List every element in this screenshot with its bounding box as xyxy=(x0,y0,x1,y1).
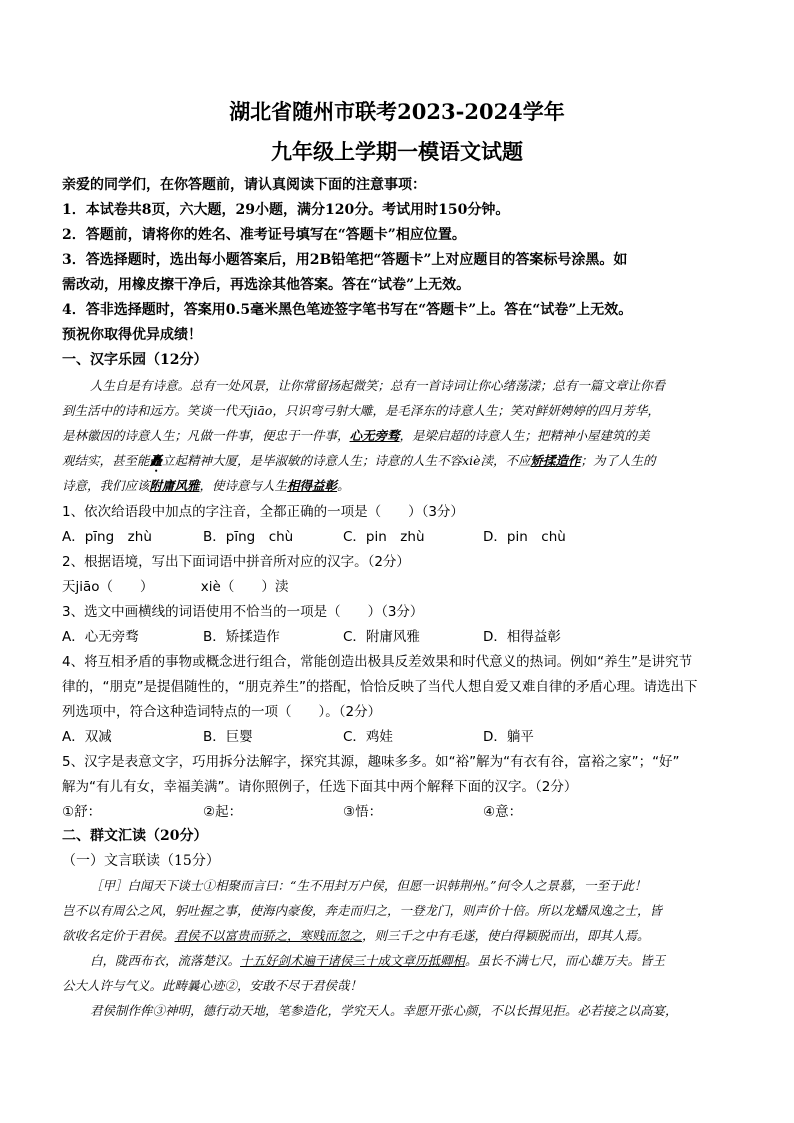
passage-line-2: 到生活中的诗和远方。笑谈一代天jiāo，只识弯弓射大雕，是毛泽东的诗意人生；笑对鲜妍娉婷的四月芳华， xyxy=(62,403,660,418)
underlined-term-1: 心无旁骛 xyxy=(349,428,400,443)
question-5-line-2: 解为“有儿有女，幸福美满”。请你照例子，任选下面其中两个解释下面的汉字。（2分） xyxy=(62,779,578,795)
classical-line-1: ［甲］白闻天下谈士①相聚而言曰：“生不用封万户侯，但愿一识韩荆州。”何令人之景慕，一至于此！ xyxy=(90,878,647,893)
q3-option-a: A．心无旁骛 xyxy=(62,629,139,645)
q3-option-c: C．附庸风雅 xyxy=(343,629,420,645)
q4-option-b: B．巨婴 xyxy=(203,729,253,745)
q5-item-4: ④意： xyxy=(483,804,523,820)
question-2-blanks: 天jiāo（ ） xiè（ ）渎 xyxy=(62,579,289,595)
underlined-term-2: 矫揉造作 xyxy=(530,453,581,468)
classical-line-6: 君侯制作侔③神明，德行动天地，笔参造化，学究天人。幸愿开张心颜，不以长揖见拒。必若接之以高宴， xyxy=(90,1003,678,1018)
classical-line-3: 欲收名定价于君侯。君侯不以富贵而骄之，寒贱而忽之，则三千之中有毛遂，使白得颖脱而出，即其人焉。 xyxy=(62,928,650,943)
q4-option-d: D．躺平 xyxy=(483,729,534,745)
q5-item-3: ③悟： xyxy=(343,804,383,820)
classical-line-2: 岂不以有周公之风，躬吐握之事，使海内豪俊，奔走而归之，一登龙门，则声价十倍。所以龙蟠凤逸之士，皆 xyxy=(62,903,663,918)
passage-line-3: 是林徽因的诗意人生；凡做一件事，便忠于一件事，心无旁骛，是梁启超的诗意人生；把精神小屋建筑的美 xyxy=(62,428,650,443)
notice-wish: 预祝你取得优异成绩！ xyxy=(62,327,202,343)
q5-item-2: ②起： xyxy=(203,804,243,820)
question-1: 1、依次给语段中加点的字注音，全都正确的一项是（ ）（3分） xyxy=(62,504,464,520)
q3-option-b: B．矫揉造作 xyxy=(203,629,280,645)
q3-option-d: D．相得益彰 xyxy=(483,629,561,645)
classical-line-5: 公大人许与气义。此畴曩心迹②，安敢不尽于君侯哉！ xyxy=(62,978,363,993)
question-3: 3、选文中画横线的词语使用不恰当的一项是（ ）（3分） xyxy=(62,604,424,620)
notice-intro: 亲爱的同学们，在你答题前，请认真阅读下面的注意事项： xyxy=(62,177,426,193)
passage-line-5: 诗意，我们应该附庸风雅，使诗意与人生相得益彰。 xyxy=(62,478,350,493)
notice-item-1: 1．本试卷共8页，六大题，29小题，满分120分。考试用时150分钟。 xyxy=(62,202,510,218)
underlined-sentence-2: 十五好剑术遍干诸侯三十成文章历抵卿相 xyxy=(240,953,466,968)
exam-title-line1: 湖北省随州市联考2023-2024学年 xyxy=(229,99,565,124)
section1-heading: 一、汉字乐园（12分） xyxy=(62,352,208,368)
q1-option-a: A．pīng zhù xyxy=(62,529,152,545)
section2-subheading: （一）文言联读（15分） xyxy=(62,853,220,869)
question-4-line-1: 4、将互相矛盾的事物或概念进行组合，常能创造出极具反差效果和时代意义的热词。例如“养生”是讲究节 xyxy=(62,654,693,670)
underlined-term-4: 相得益彰 xyxy=(287,478,338,493)
notice-item-2: 2．答题前，请将你的姓名、准考证号填写在“答题卡”相应位置。 xyxy=(62,227,466,243)
notice-item-3a: 3．答选择题时，选出每小题答案后，用2B铅笔把“答题卡”上对应题目的答案标号涂黑。如 xyxy=(62,252,628,268)
q4-option-a: A．双减 xyxy=(62,729,112,745)
underlined-sentence-1: 君侯不以富贵而骄之，寒贱而忽之 xyxy=(174,928,363,943)
question-4-line-3: 列选项中，符合这种造词特点的一项（ ）。（2分） xyxy=(62,704,382,720)
dotted-char: 矗 xyxy=(149,453,163,468)
passage-line-4: 观结实，甚至能矗立起精神大厦，是毕淑敏的诗意人生；诗意的人生不容xiè渎，不应矫揉造作；为了人生的 xyxy=(62,453,656,468)
notice-item-3b: 需改动，用橡皮擦干净后，再选涂其他答案。答在“试卷”上无效。 xyxy=(62,277,471,293)
q1-option-d: D．pin chù xyxy=(483,529,566,545)
section2-heading: 二、群文汇读（20分） xyxy=(62,828,208,844)
exam-title-line2: 九年级上学期一模语文试题 xyxy=(271,139,523,164)
question-5-line-1: 5、汉字是表意文字，巧用拆分法解字，探究其源，趣味多多。如“裕”解为“有衣有谷，富裕之家”；“好” xyxy=(62,754,680,770)
underlined-term-3: 附庸风雅 xyxy=(149,478,200,493)
question-4-line-2: 律的，“朋克”是提倡随性的，“朋克养生”的搭配，恰恰反映了当代人想自爱又难自律的矛盾心理。请选出下 xyxy=(62,679,698,695)
q1-option-b: B．pīng chù xyxy=(203,529,294,545)
passage-line-1: 人生自是有诗意。总有一处风景，让你常留扬起微笑；总有一首诗词让你心绪荡漾；总有一篇文章让你看 xyxy=(90,378,666,393)
q4-option-c: C．鸡娃 xyxy=(343,729,393,745)
q1-option-c: C．pin zhù xyxy=(343,529,425,545)
q5-item-1: ①舒： xyxy=(62,804,102,820)
question-2: 2、根据语境，写出下面词语中拼音所对应的汉字。（2分） xyxy=(62,554,410,570)
notice-item-4: 4．答非选择题时，答案用0.5毫米黑色笔迹签字笔书写在“答题卡”上。答在“试卷”上无效。 xyxy=(62,302,633,318)
classical-line-4: 白，陇西布衣，流落楚汉。十五好剑术遍干诸侯三十成文章历抵卿相。虽长不满七尺，而心雄万夫。皆王 xyxy=(90,953,666,968)
